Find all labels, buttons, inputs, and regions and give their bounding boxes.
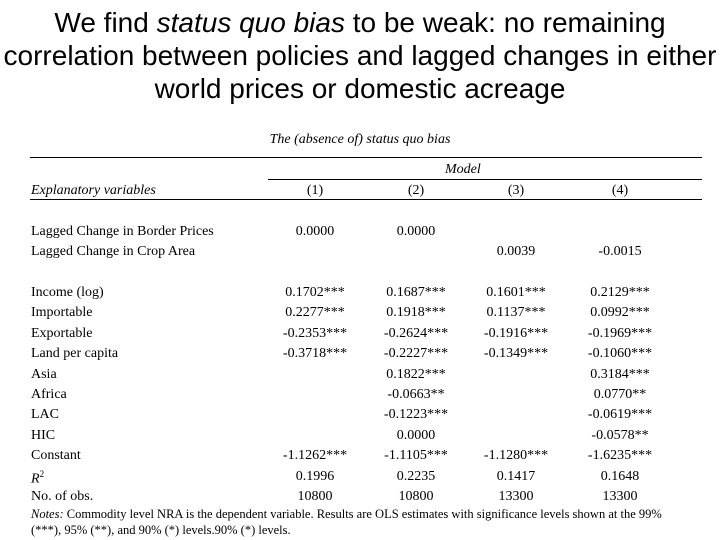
row-label: Lagged Change in Border Prices [31,224,214,239]
row-label: Importable [31,305,93,321]
table-cell: 0.0000 [396,427,436,443]
table-cell: -1.1105*** [384,448,448,464]
notes-text: Commodity level NRA is the dependent variable. Results are OLS estimates with significance levels shown at the 99% (***), 95% (**), and 90% (*) levels.90% (*) levels. [31,507,662,537]
row-label: LAC [31,407,59,423]
row-label: Exportable [31,325,93,341]
table-cell: 0.0039 [496,244,536,259]
title-part-1: We find [54,7,157,38]
table-cell: 0.0770** [593,387,647,402]
table-notes [31,506,691,538]
table-cell: -1.1280*** [483,448,549,464]
table-cell: -0.2227*** [383,346,449,362]
notes-label: Notes: [31,507,64,521]
table-cell: 13300 [498,489,534,504]
table-cell: 0.0000 [396,224,436,239]
table-cell: 0.1417 [496,468,536,484]
table-cell: 10800 [297,489,333,504]
column-header-3: (3) [507,183,525,198]
model-header: Model [445,162,481,177]
column-header-4: (4) [611,183,629,198]
row-label: Constant [31,448,81,464]
r-symbol: R [31,471,40,487]
table-cell: -0.1223*** [383,407,449,423]
table-cell: 0.2277*** [285,305,345,321]
row-label: No. of obs. [31,489,94,504]
variables-header: Explanatory variables [31,183,156,198]
title-part-2: to be weak: no remaining correlation between policies and lagged changes in either world prices or domestic acreage [3,7,717,104]
table-cell: 0.0000 [295,224,335,239]
table-cell: 0.2235 [396,468,436,484]
row-label [31,469,44,488]
table-cell: -0.1060*** [587,346,653,362]
table-cell: -0.0663** [387,387,445,402]
table-cell: -0.1969*** [587,325,653,341]
table-cell: -0.1916*** [483,325,549,341]
table-cell: 0.1648 [600,468,640,484]
table-top-rule [30,157,702,158]
table-cell: -0.2624*** [383,325,449,341]
table-cell: 0.1137*** [486,305,546,321]
title-emphasis: status quo bias [156,7,345,38]
table-caption: The (absence of) status quo bias [269,132,451,147]
column-header-2: (2) [407,183,425,198]
table-cell: 0.1687*** [386,285,446,300]
table-cell: 0.3184*** [590,366,650,382]
column-header-1: (1) [306,183,324,198]
table-cell: 0.1601*** [486,285,546,300]
row-label: HIC [31,427,56,443]
row-label: Africa [31,387,67,402]
table-cell: -0.2353*** [282,325,348,341]
table-cell: 0.2129*** [590,285,650,300]
header-bottom-rule [30,199,702,200]
table-cell: 10800 [398,489,434,504]
table-cell: -0.1349*** [483,346,549,362]
table-cell: 0.0992*** [590,305,650,321]
slide-title [0,6,720,105]
table-cell: -0.3718*** [282,346,348,362]
table-cell: 0.1822*** [386,366,446,382]
row-label: Land per capita [31,346,119,362]
table-cell: 0.1702*** [285,285,345,300]
row-label: Asia [31,366,57,382]
table-cell: -0.0619*** [587,407,653,423]
row-label: Lagged Change in Crop Area [31,244,196,259]
table-cell: 13300 [602,489,638,504]
table-cell: -1.6235*** [587,448,653,464]
r-exponent: 2 [39,468,45,479]
table-cell: 0.1918*** [386,305,446,321]
row-label: Income (log) [31,285,104,300]
model-underline [268,179,702,180]
table-cell: 0.1996 [295,468,335,484]
table-cell: -1.1262*** [282,448,348,464]
table-cell: -0.0578** [591,427,649,443]
table-cell: -0.0015 [598,244,642,259]
